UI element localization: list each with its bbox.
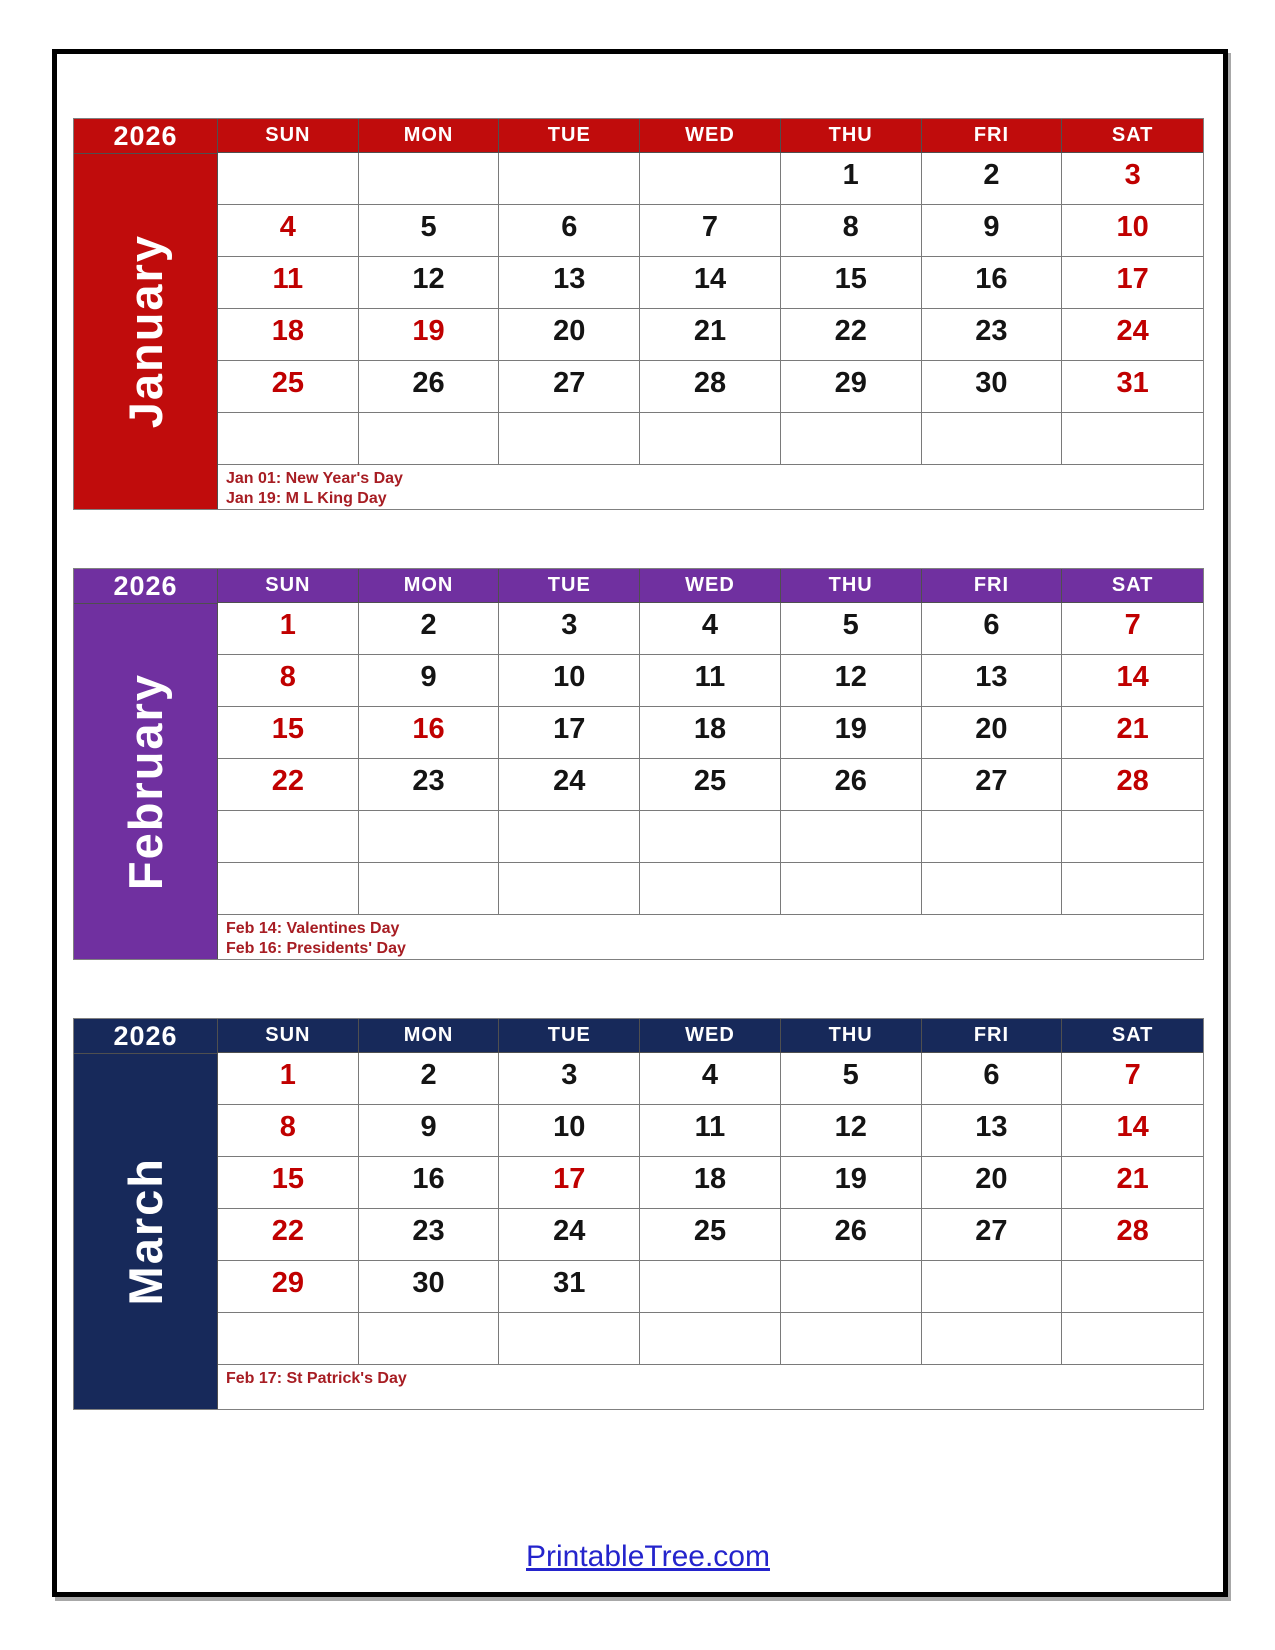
- day-cell-27: 27: [922, 1209, 1063, 1261]
- day-cell-empty: [640, 811, 781, 863]
- day-cell-empty: [640, 1261, 781, 1313]
- day-cell-30: 30: [922, 361, 1063, 413]
- day-cell-26: 26: [359, 361, 500, 413]
- day-header-sun: SUN: [218, 119, 359, 153]
- day-cell-31: 31: [499, 1261, 640, 1313]
- day-header-wed: WED: [640, 119, 781, 153]
- week-row: [218, 1053, 1203, 1105]
- day-cell-29: 29: [781, 361, 922, 413]
- day-header-thu: THU: [781, 1019, 922, 1053]
- day-cell-empty: [1062, 863, 1203, 915]
- holiday-note: Jan 01: New Year's Day: [226, 470, 403, 487]
- day-cell-2: 2: [359, 603, 500, 655]
- day-header-tue: TUE: [499, 1019, 640, 1053]
- day-cell-empty: [781, 1261, 922, 1313]
- day-cell-8: 8: [218, 1105, 359, 1157]
- week-row: [218, 1209, 1203, 1261]
- day-cell-27: 27: [922, 759, 1063, 811]
- day-cell-24: 24: [499, 759, 640, 811]
- day-cell-empty: [1062, 413, 1203, 465]
- day-cell-19: 19: [781, 1157, 922, 1209]
- day-cell-17: 17: [499, 707, 640, 759]
- day-cell-empty: [218, 811, 359, 863]
- day-cell-6: 6: [499, 205, 640, 257]
- day-cell-17: 17: [499, 1157, 640, 1209]
- holiday-note: Feb 17: St Patrick's Day: [226, 1370, 407, 1387]
- day-cell-empty: [640, 413, 781, 465]
- weeks-container: [218, 1053, 1203, 1365]
- day-cell-10: 10: [1062, 205, 1203, 257]
- day-cell-31: 31: [1062, 361, 1203, 413]
- day-cell-28: 28: [1062, 759, 1203, 811]
- month-block-january: [73, 118, 1204, 510]
- day-header-tue: TUE: [499, 569, 640, 603]
- day-cell-empty: [781, 1313, 922, 1365]
- holiday-notes: [218, 1365, 1203, 1409]
- holiday-notes: [218, 465, 1203, 509]
- day-cell-26: 26: [781, 1209, 922, 1261]
- day-cell-9: 9: [922, 205, 1063, 257]
- week-row: [218, 707, 1203, 759]
- month-block-march: [73, 1018, 1204, 1410]
- day-cell-10: 10: [499, 1105, 640, 1157]
- day-cell-empty: [781, 811, 922, 863]
- day-cell-23: 23: [922, 309, 1063, 361]
- day-cell-7: 7: [1062, 603, 1203, 655]
- month-name-text: March: [119, 1157, 172, 1306]
- day-cell-15: 15: [218, 1157, 359, 1209]
- day-cell-22: 22: [781, 309, 922, 361]
- printabletree-link[interactable]: PrintableTree.com: [526, 1540, 770, 1573]
- page-border-frame: [52, 49, 1228, 1597]
- day-cell-6: 6: [922, 1053, 1063, 1105]
- week-row: [218, 1105, 1203, 1157]
- day-cell-1: 1: [218, 1053, 359, 1105]
- day-header-fri: FRI: [922, 1019, 1063, 1053]
- week-row: [218, 1313, 1203, 1365]
- day-header-sun: SUN: [218, 569, 359, 603]
- day-cell-14: 14: [1062, 1105, 1203, 1157]
- week-row: [218, 1261, 1203, 1313]
- day-cell-empty: [218, 413, 359, 465]
- day-cell-4: 4: [640, 1053, 781, 1105]
- day-header-row: [218, 569, 1203, 603]
- day-cell-empty: [359, 413, 500, 465]
- day-cell-19: 19: [359, 309, 500, 361]
- day-cell-17: 17: [1062, 257, 1203, 309]
- january-grid: [218, 119, 1203, 509]
- day-cell-7: 7: [640, 205, 781, 257]
- day-cell-empty: [218, 1313, 359, 1365]
- calendar-content: [57, 54, 1223, 1574]
- day-header-tue: TUE: [499, 119, 640, 153]
- day-cell-11: 11: [640, 1105, 781, 1157]
- month-block-february: [73, 568, 1204, 960]
- day-header-mon: MON: [359, 1019, 500, 1053]
- day-cell-21: 21: [1062, 1157, 1203, 1209]
- holiday-note: Jan 19: M L King Day: [226, 489, 387, 507]
- day-header-fri: FRI: [922, 119, 1063, 153]
- day-cell-empty: [359, 1313, 500, 1365]
- holiday-note: Feb 16: Presidents' Day: [226, 939, 406, 957]
- day-cell-28: 28: [640, 361, 781, 413]
- day-cell-15: 15: [218, 707, 359, 759]
- week-row: [218, 655, 1203, 707]
- day-cell-21: 21: [1062, 707, 1203, 759]
- day-cell-12: 12: [781, 655, 922, 707]
- day-cell-2: 2: [922, 153, 1063, 205]
- day-cell-9: 9: [359, 655, 500, 707]
- day-cell-empty: [922, 1313, 1063, 1365]
- day-cell-empty: [640, 153, 781, 205]
- day-header-sat: SAT: [1062, 1019, 1203, 1053]
- day-cell-5: 5: [781, 603, 922, 655]
- month-name-text: January: [119, 234, 172, 429]
- day-cell-15: 15: [781, 257, 922, 309]
- year-label: 2026: [74, 569, 217, 604]
- day-cell-empty: [922, 1261, 1063, 1313]
- month-name-text: February: [119, 672, 172, 891]
- day-cell-11: 11: [640, 655, 781, 707]
- day-header-thu: THU: [781, 569, 922, 603]
- day-cell-23: 23: [359, 759, 500, 811]
- day-cell-empty: [1062, 1261, 1203, 1313]
- day-cell-8: 8: [781, 205, 922, 257]
- day-cell-25: 25: [640, 759, 781, 811]
- day-cell-empty: [499, 413, 640, 465]
- february-grid: [218, 569, 1203, 959]
- day-header-fri: FRI: [922, 569, 1063, 603]
- weeks-container: [218, 153, 1203, 465]
- day-cell-14: 14: [640, 257, 781, 309]
- day-cell-24: 24: [1062, 309, 1203, 361]
- week-row: [218, 863, 1203, 915]
- week-row: [218, 413, 1203, 465]
- day-cell-5: 5: [359, 205, 500, 257]
- day-cell-13: 13: [499, 257, 640, 309]
- month-name-february: [74, 604, 217, 959]
- day-header-wed: WED: [640, 1019, 781, 1053]
- day-cell-16: 16: [359, 707, 500, 759]
- day-cell-11: 11: [218, 257, 359, 309]
- holiday-note: Feb 14: Valentines Day: [226, 920, 400, 937]
- holiday-notes: [218, 915, 1203, 959]
- day-cell-28: 28: [1062, 1209, 1203, 1261]
- day-cell-2: 2: [359, 1053, 500, 1105]
- day-header-sun: SUN: [218, 1019, 359, 1053]
- march-sidebar: [74, 1019, 218, 1409]
- day-cell-25: 25: [640, 1209, 781, 1261]
- day-cell-12: 12: [359, 257, 500, 309]
- day-cell-empty: [499, 863, 640, 915]
- day-header-sat: SAT: [1062, 569, 1203, 603]
- day-cell-1: 1: [218, 603, 359, 655]
- day-cell-22: 22: [218, 1209, 359, 1261]
- weeks-container: [218, 603, 1203, 915]
- day-cell-18: 18: [218, 309, 359, 361]
- day-cell-13: 13: [922, 655, 1063, 707]
- month-name-january: [74, 154, 217, 509]
- day-cell-1: 1: [781, 153, 922, 205]
- day-cell-empty: [359, 153, 500, 205]
- day-cell-14: 14: [1062, 655, 1203, 707]
- day-cell-6: 6: [922, 603, 1063, 655]
- day-cell-12: 12: [781, 1105, 922, 1157]
- day-cell-20: 20: [499, 309, 640, 361]
- day-cell-20: 20: [922, 1157, 1063, 1209]
- day-cell-empty: [922, 811, 1063, 863]
- day-header-thu: THU: [781, 119, 922, 153]
- day-cell-27: 27: [499, 361, 640, 413]
- day-cell-5: 5: [781, 1053, 922, 1105]
- day-header-mon: MON: [359, 569, 500, 603]
- february-sidebar: [74, 569, 218, 959]
- week-row: [218, 811, 1203, 863]
- day-cell-3: 3: [1062, 153, 1203, 205]
- day-cell-25: 25: [218, 361, 359, 413]
- day-cell-10: 10: [499, 655, 640, 707]
- march-grid: [218, 1019, 1203, 1409]
- day-cell-29: 29: [218, 1261, 359, 1313]
- day-cell-24: 24: [499, 1209, 640, 1261]
- day-cell-empty: [640, 863, 781, 915]
- week-row: [218, 759, 1203, 811]
- footer: [73, 1540, 1223, 1574]
- week-row: [218, 1157, 1203, 1209]
- day-cell-4: 4: [218, 205, 359, 257]
- year-label: 2026: [74, 119, 217, 154]
- day-header-wed: WED: [640, 569, 781, 603]
- week-row: [218, 257, 1203, 309]
- day-cell-16: 16: [359, 1157, 500, 1209]
- day-cell-21: 21: [640, 309, 781, 361]
- day-cell-23: 23: [359, 1209, 500, 1261]
- day-cell-empty: [640, 1313, 781, 1365]
- day-cell-22: 22: [218, 759, 359, 811]
- day-cell-30: 30: [359, 1261, 500, 1313]
- day-cell-empty: [218, 153, 359, 205]
- day-cell-empty: [922, 413, 1063, 465]
- day-cell-empty: [1062, 1313, 1203, 1365]
- day-cell-18: 18: [640, 1157, 781, 1209]
- day-cell-empty: [781, 863, 922, 915]
- day-cell-empty: [499, 1313, 640, 1365]
- day-cell-empty: [218, 863, 359, 915]
- january-sidebar: [74, 119, 218, 509]
- day-cell-19: 19: [781, 707, 922, 759]
- day-cell-empty: [781, 413, 922, 465]
- month-name-march: [74, 1054, 217, 1409]
- day-cell-7: 7: [1062, 1053, 1203, 1105]
- day-cell-13: 13: [922, 1105, 1063, 1157]
- week-row: [218, 153, 1203, 205]
- day-cell-empty: [359, 863, 500, 915]
- day-cell-26: 26: [781, 759, 922, 811]
- day-header-row: [218, 119, 1203, 153]
- day-cell-20: 20: [922, 707, 1063, 759]
- day-header-mon: MON: [359, 119, 500, 153]
- year-label: 2026: [74, 1019, 217, 1054]
- day-cell-8: 8: [218, 655, 359, 707]
- week-row: [218, 205, 1203, 257]
- day-cell-3: 3: [499, 603, 640, 655]
- day-cell-4: 4: [640, 603, 781, 655]
- day-cell-empty: [359, 811, 500, 863]
- day-cell-empty: [499, 811, 640, 863]
- week-row: [218, 361, 1203, 413]
- day-cell-empty: [499, 153, 640, 205]
- day-cell-9: 9: [359, 1105, 500, 1157]
- day-cell-16: 16: [922, 257, 1063, 309]
- day-cell-3: 3: [499, 1053, 640, 1105]
- week-row: [218, 309, 1203, 361]
- day-header-row: [218, 1019, 1203, 1053]
- day-header-sat: SAT: [1062, 119, 1203, 153]
- day-cell-18: 18: [640, 707, 781, 759]
- week-row: [218, 603, 1203, 655]
- day-cell-empty: [1062, 811, 1203, 863]
- day-cell-empty: [922, 863, 1063, 915]
